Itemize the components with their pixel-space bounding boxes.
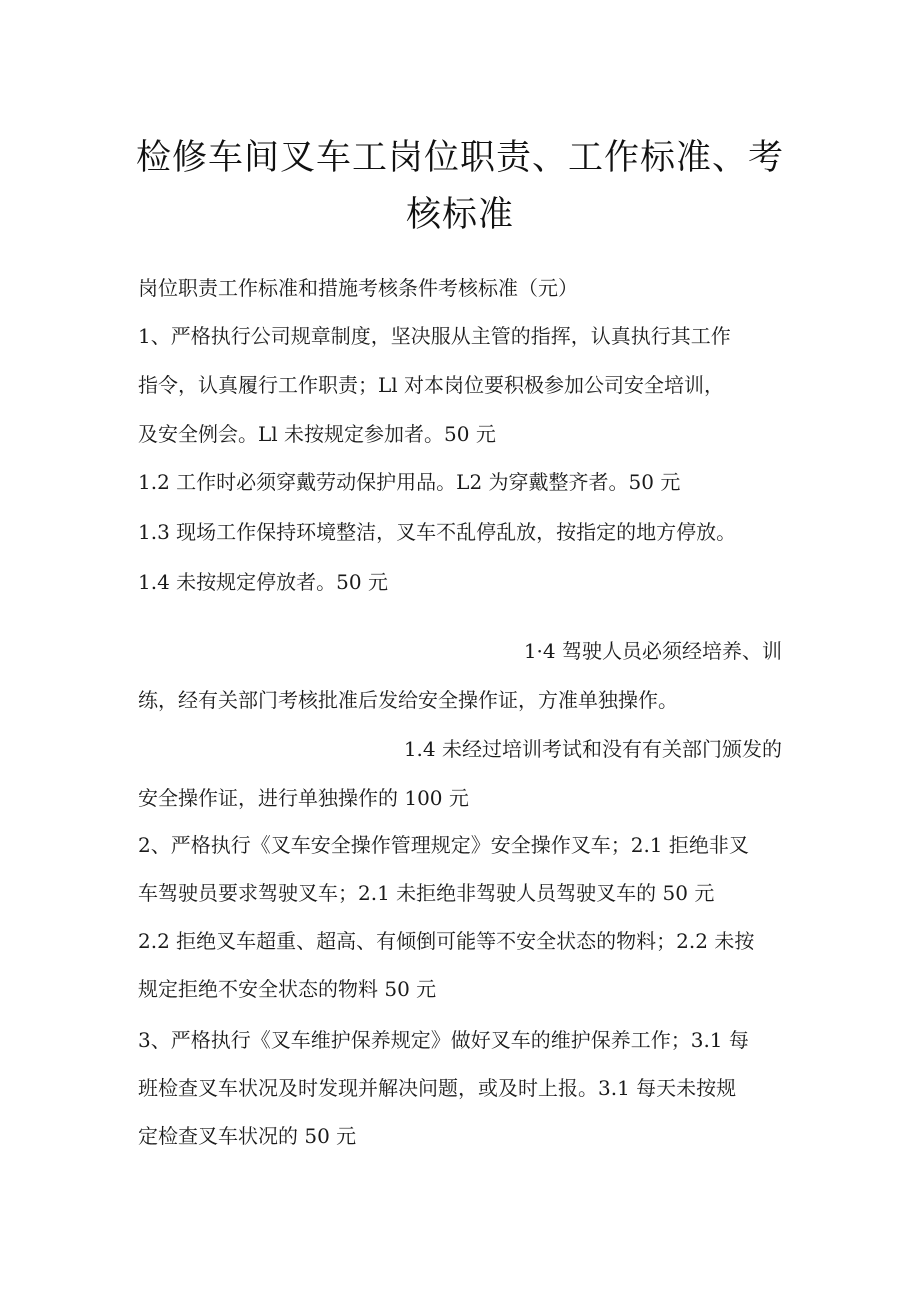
document-title-line-2: 核标准 [405, 195, 514, 235]
body-line: 及安全例会。Ll 未按规定参加者。50 元 [138, 422, 496, 446]
body-line: 1.3 现场工作保持环境整洁，叉车不乱停乱放，按指定的地方停放。 [138, 520, 737, 544]
body-line: 1.4 未按规定停放者。50 元 [138, 570, 388, 594]
body-line: 2、严格执行《叉车安全操作管理规定》安全操作叉车；2.1 拒绝非叉 [138, 833, 749, 857]
body-line: 3、严格执行《叉车维护保养规定》做好叉车的维护保养工作；3.1 每 [138, 1028, 749, 1052]
body-line: 练，经有关部门考核批准后发给安全操作证，方准单独操作。 [138, 688, 678, 712]
body-line: 指令，认真履行工作职责；Ll 对本岗位要积极参加公司安全培训， [138, 373, 725, 397]
body-line: 规定拒绝不安全状态的物料 50 元 [138, 977, 437, 1001]
body-line: 2.2 拒绝叉车超重、超高、有倾倒可能等不安全状态的物料；2.2 未按 [138, 929, 755, 953]
body-line: 安全操作证，进行单独操作的 100 元 [138, 786, 469, 810]
body-line: 1·4 驾驶人员必须经培养、训 [523, 639, 782, 663]
body-line: 1.4 未经过培训考试和没有有关部门颁发的 [403, 737, 782, 761]
table-header-row: 岗位职责工作标准和措施考核条件考核标准（元） [138, 276, 578, 300]
body-line: 1.2 工作时必须穿戴劳动保护用品。L2 为穿戴整齐者。50 元 [138, 470, 681, 494]
body-line: 车驾驶员要求驾驶叉车；2.1 未拒绝非驾驶人员驾驶叉车的 50 元 [138, 881, 715, 905]
body-line: 定检查叉车状况的 50 元 [138, 1124, 357, 1148]
body-line: 1、严格执行公司规章制度，坚决服从主管的指挥，认真执行其工作 [138, 324, 731, 348]
body-line: 班检查叉车状况及时发现并解决问题，或及时上报。3.1 每天未按规 [138, 1076, 737, 1100]
document-title-line-1: 检修车间叉车工岗位职责、工作标准、考 [135, 138, 784, 178]
